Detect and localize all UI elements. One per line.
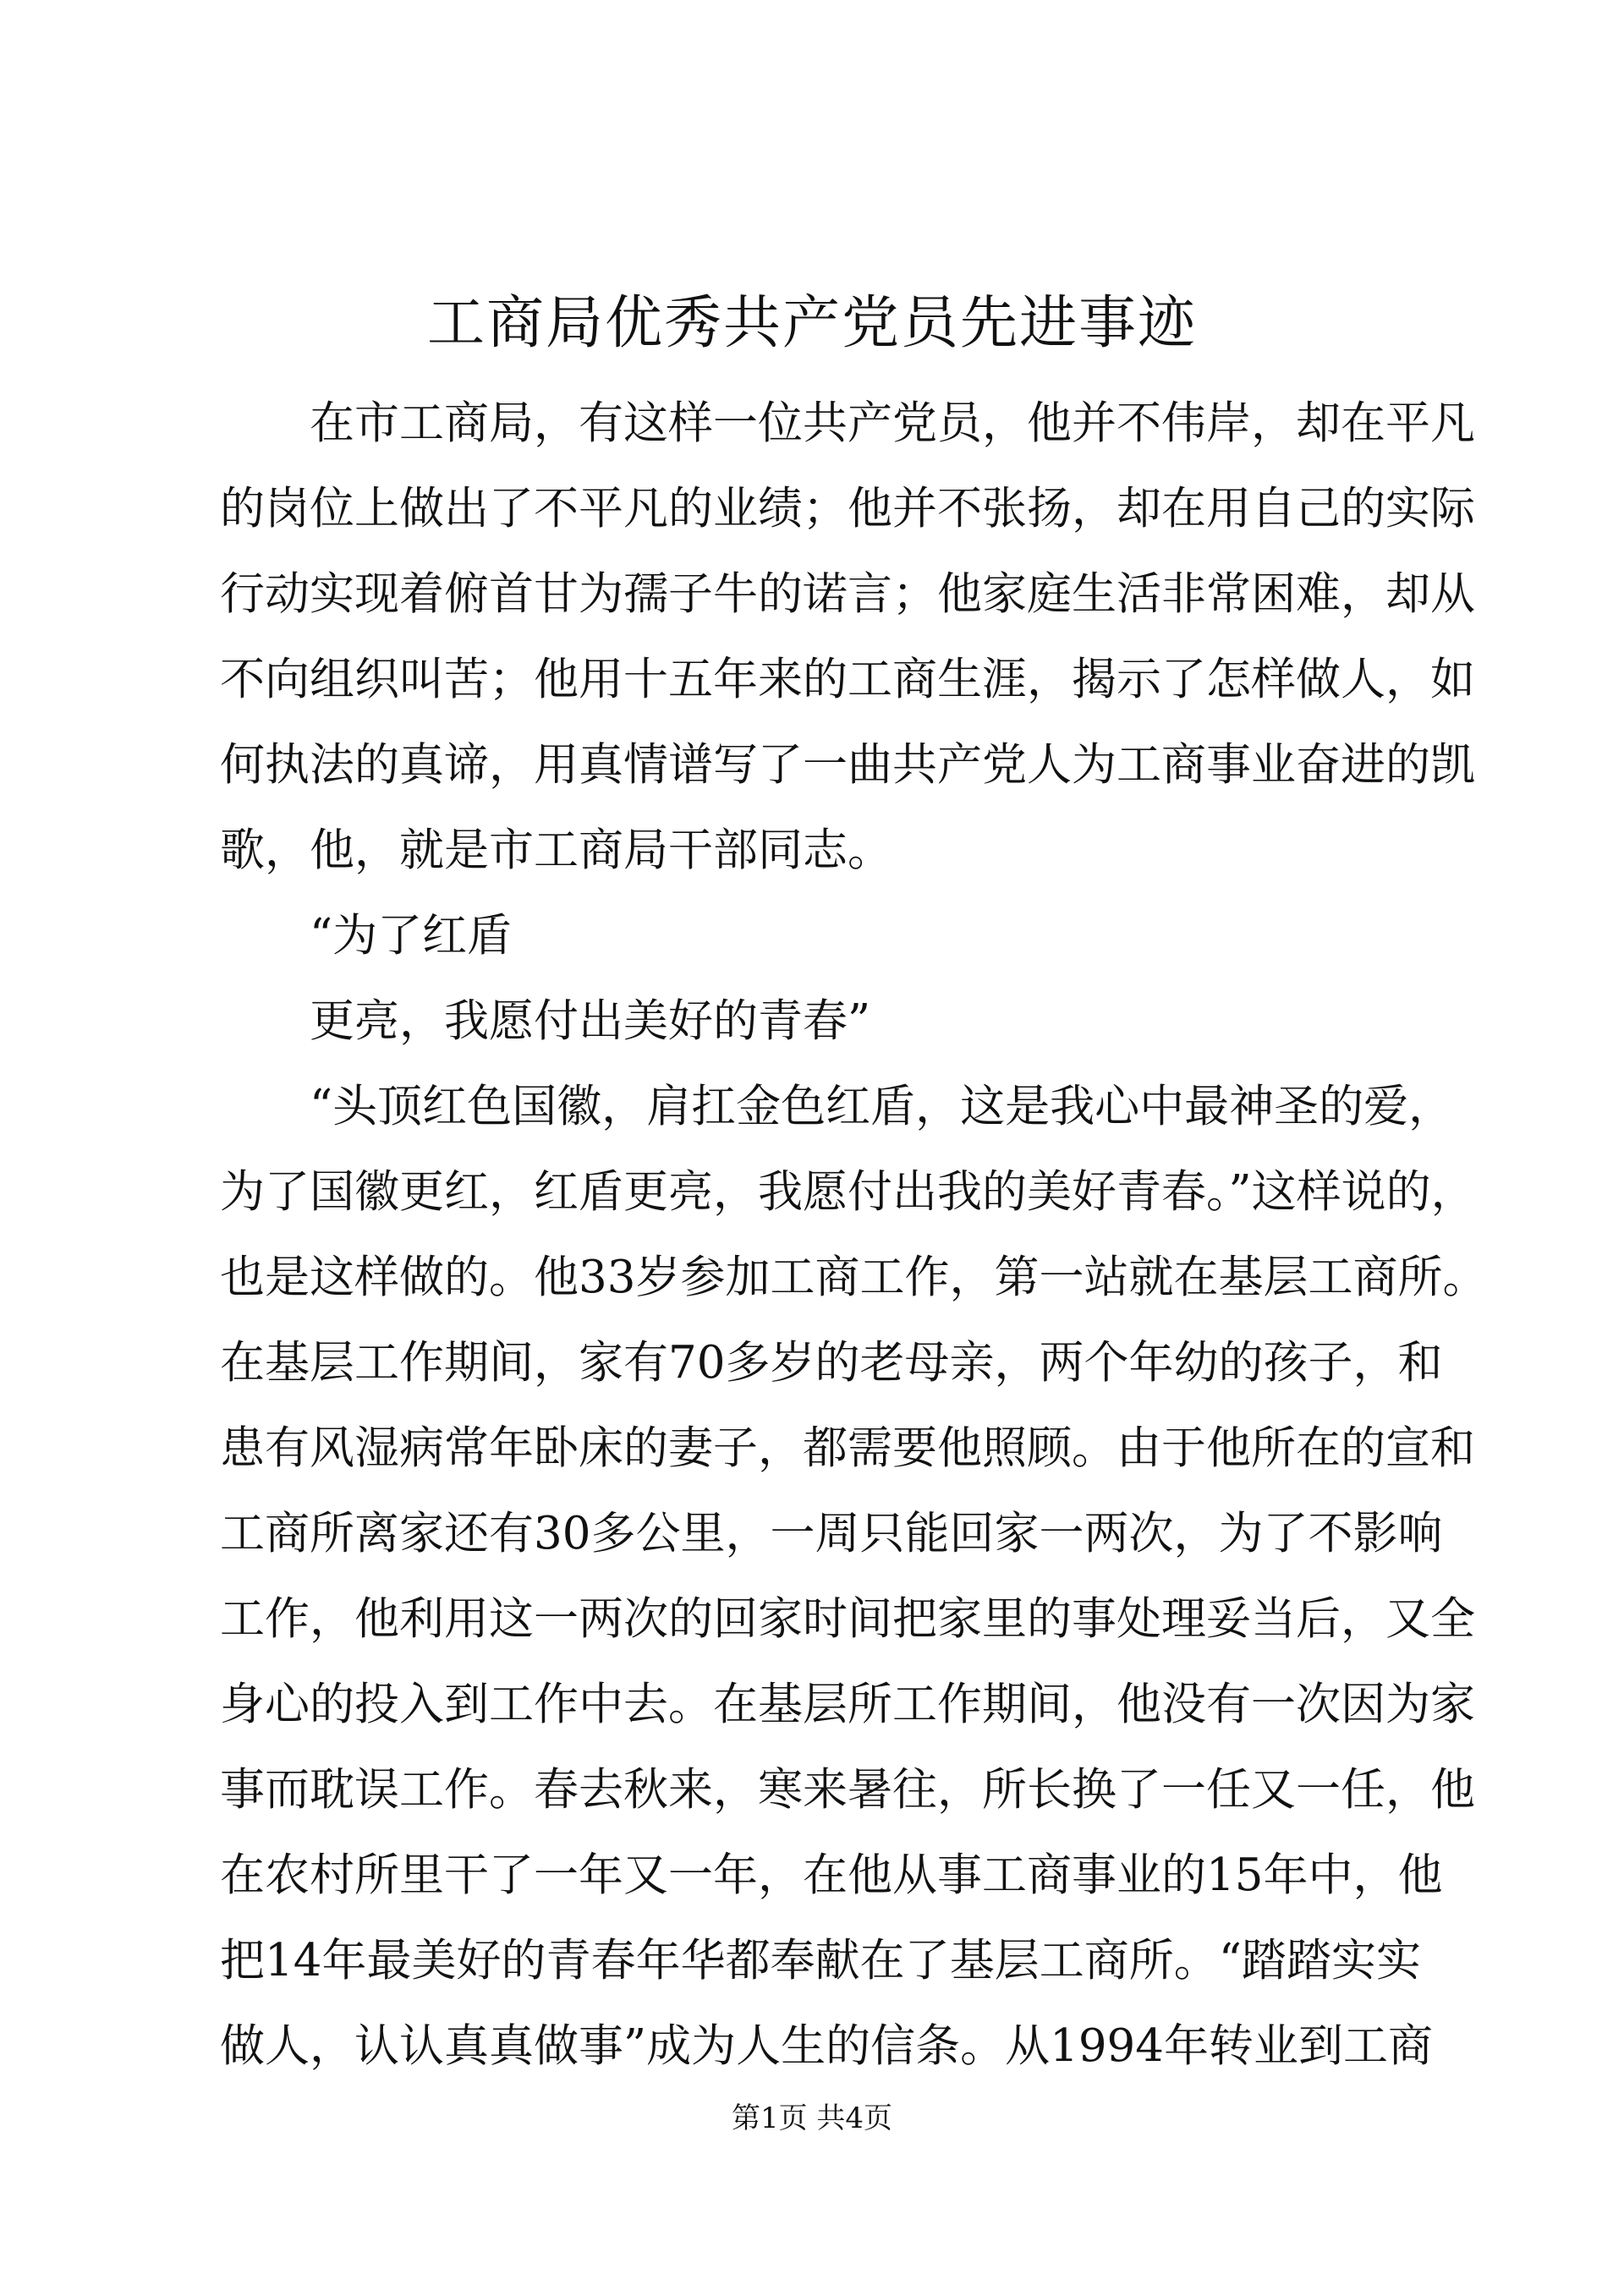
text-line: 工作，他利用这一两次的回家时间把家里的事处理妥当后，又全 xyxy=(220,1593,1475,1645)
page-number-footer: 第1页 共4页 xyxy=(731,2101,893,2135)
text-line: 歌，他，就是市工商局干部同志。 xyxy=(220,825,892,876)
document-title: 工商局优秀共产党员先进事迹 xyxy=(426,290,1197,357)
text-line: 事而耽误工作。春去秋来，寒来暑往，所长换了一任又一任，他 xyxy=(220,1764,1475,1816)
text-line: 在农村所里干了一年又一年，在他从事工商事业的15年中，他 xyxy=(220,1849,1443,1901)
text-line: “为了红盾 xyxy=(310,910,513,962)
text-line: 把14年最美好的青春年华都奉献在了基层工商所。“踏踏实实 xyxy=(220,1935,1421,1986)
text-line: 为了国徽更红，红盾更亮，我愿付出我的美好青春。”这样说的， xyxy=(220,1166,1476,1218)
text-line: 更亮，我愿付出美好的青春” xyxy=(310,995,871,1047)
text-line: 也是这样做的。他33岁参加工商工作，第一站就在基层工商所。 xyxy=(220,1252,1488,1303)
text-line: 做人，认认真真做事”成为人生的信条。从1994年转业到工商 xyxy=(220,2020,1433,2072)
text-line: 在市工商局，有这样一位共产党员，他并不伟岸，却在平凡 xyxy=(310,397,1475,449)
text-line: 的岗位上做出了不平凡的业绩；他并不张扬，却在用自己的实际 xyxy=(220,483,1475,534)
document-body xyxy=(220,381,1488,2089)
text-line: 身心的投入到工作中去。在基层所工作期间，他没有一次因为家 xyxy=(220,1679,1475,1730)
text-line: 何执法的真谛，用真情谱写了一曲共产党人为工商事业奋进的凯 xyxy=(220,739,1475,791)
text-line: 行动实现着俯首甘为孺子牛的诺言；他家庭生活非常困难，却从 xyxy=(220,568,1475,620)
text-line: 患有风湿病常年卧床的妻子，都需要他照顾。由于他所在的宣和 xyxy=(220,1422,1475,1474)
text-line: 不向组织叫苦；他用十五年来的工商生涯，揭示了怎样做人，如 xyxy=(220,654,1475,705)
text-line: “头顶红色国徽，肩扛金色红盾，这是我心中最神圣的爱， xyxy=(310,1081,1454,1132)
text-line: 工商所离家还有30多公里，一周只能回家一两次，为了不影响 xyxy=(220,1508,1443,1559)
text-line: 在基层工作期间，家有70多岁的老母亲，两个年幼的孩子，和 xyxy=(220,1337,1443,1389)
